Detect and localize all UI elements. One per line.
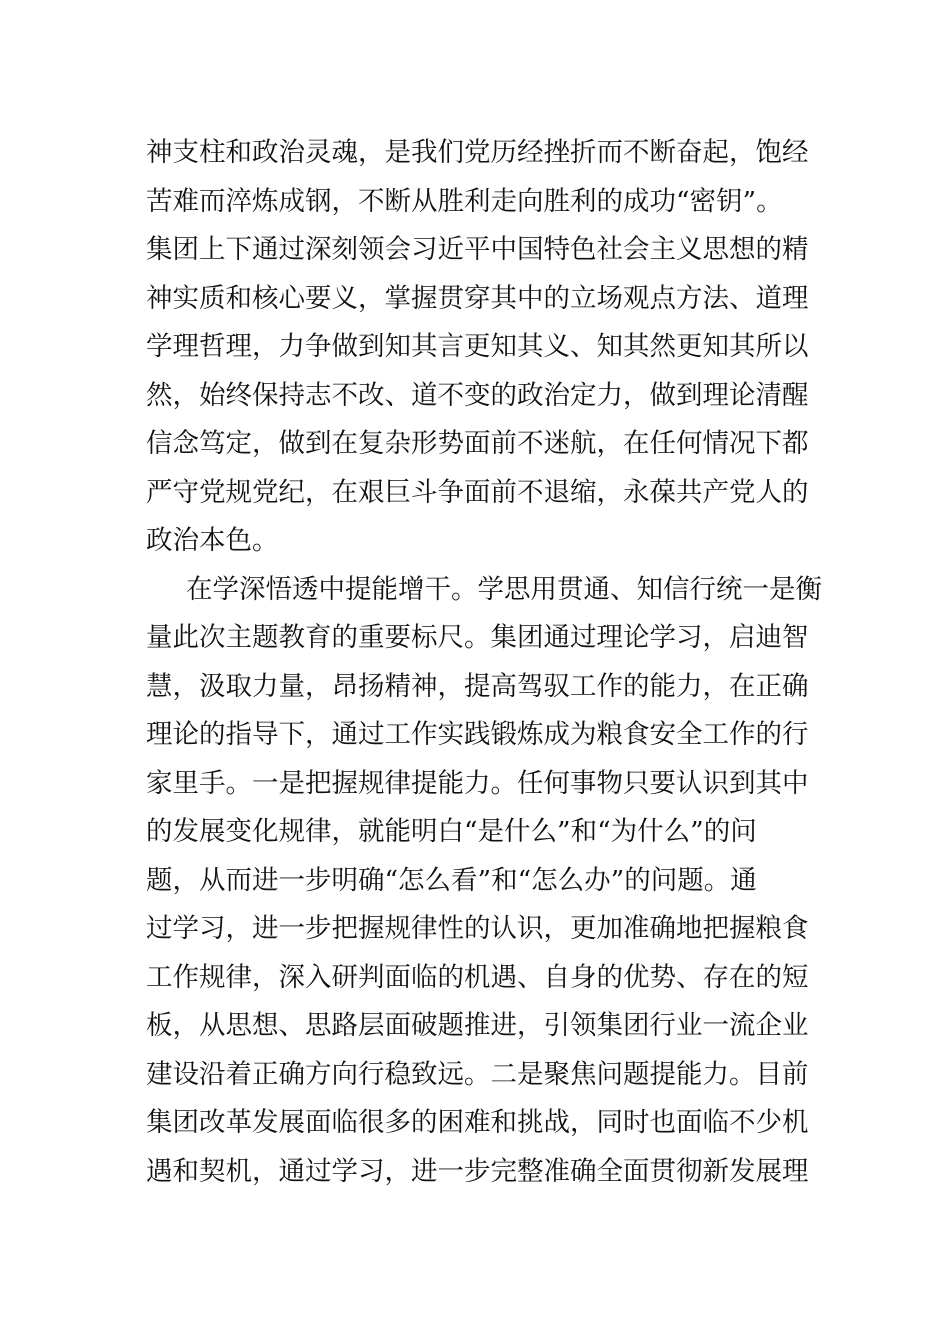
text-line: 慧，汲取力量，昂扬精神，提高驾驭工作的能力，在正确 [146, 670, 809, 702]
text-line: 神实质和核心要义，掌握贯穿其中的立场观点方法、道理 [146, 282, 809, 314]
text-line: 量此次主题教育的重要标尺。集团通过理论学习，启迪智 [146, 622, 809, 653]
text-line: 政治本色。 [146, 525, 279, 556]
text-line: 严守党规党纪，在艰巨斗争面前不退缩，永葆共产党人的 [146, 476, 809, 508]
text-line: 题，从而进一步明确“怎么看”和“怎么办”的问题。通 [146, 864, 757, 896]
paragraph-2 [146, 566, 822, 1197]
text-line: 工作规律，深入研判面临的机遇、自身的优势、存在的短 [146, 961, 809, 993]
text-line: 建设沿着正确方向行稳致远。二是聚焦问题提能力。目前 [146, 1058, 809, 1090]
text-line: 然，始终保持志不改、道不变的政治定力，做到理论清醒 [146, 379, 809, 411]
text-line: 在学深悟透中提能增干。学思用贯通、知信行统一是衡 [186, 573, 822, 605]
text-line: 神支柱和政治灵魂，是我们党历经挫折而不断奋起，饱经 [146, 137, 809, 168]
document-body [146, 129, 822, 1196]
text-line: 家里手。一是把握规律提能力。任何事物只要认识到其中 [146, 767, 809, 799]
text-line: 遇和契机，通过学习，进一步完整准确全面贯彻新发展理 [146, 1155, 809, 1187]
text-line: 过学习，进一步把握规律性的认识，更加准确地把握粮食 [146, 913, 809, 944]
text-line: 理论的指导下，通过工作实践锻炼成为粮食安全工作的行 [146, 719, 809, 750]
text-line: 集团上下通过深刻领会习近平中国特色社会主义思想的精 [146, 234, 809, 265]
paragraph-1 [146, 129, 816, 566]
text-line: 集团改革发展面临很多的困难和挑战，同时也面临不少机 [146, 1107, 809, 1138]
text-line: 板，从思想、思路层面破题推进，引领集团行业一流企业 [146, 1010, 809, 1041]
text-line: 信念笃定，做到在复杂形势面前不迷航，在任何情况下都 [146, 428, 809, 459]
text-line: 苦难而淬炼成钢，不断从胜利走向胜利的成功“密钥”。 [146, 185, 783, 217]
text-line: 的发展变化规律，就能明白“是什么”和“为什么”的问 [146, 816, 757, 847]
text-line: 学理哲理，力争做到知其言更知其义、知其然更知其所以 [146, 331, 809, 362]
